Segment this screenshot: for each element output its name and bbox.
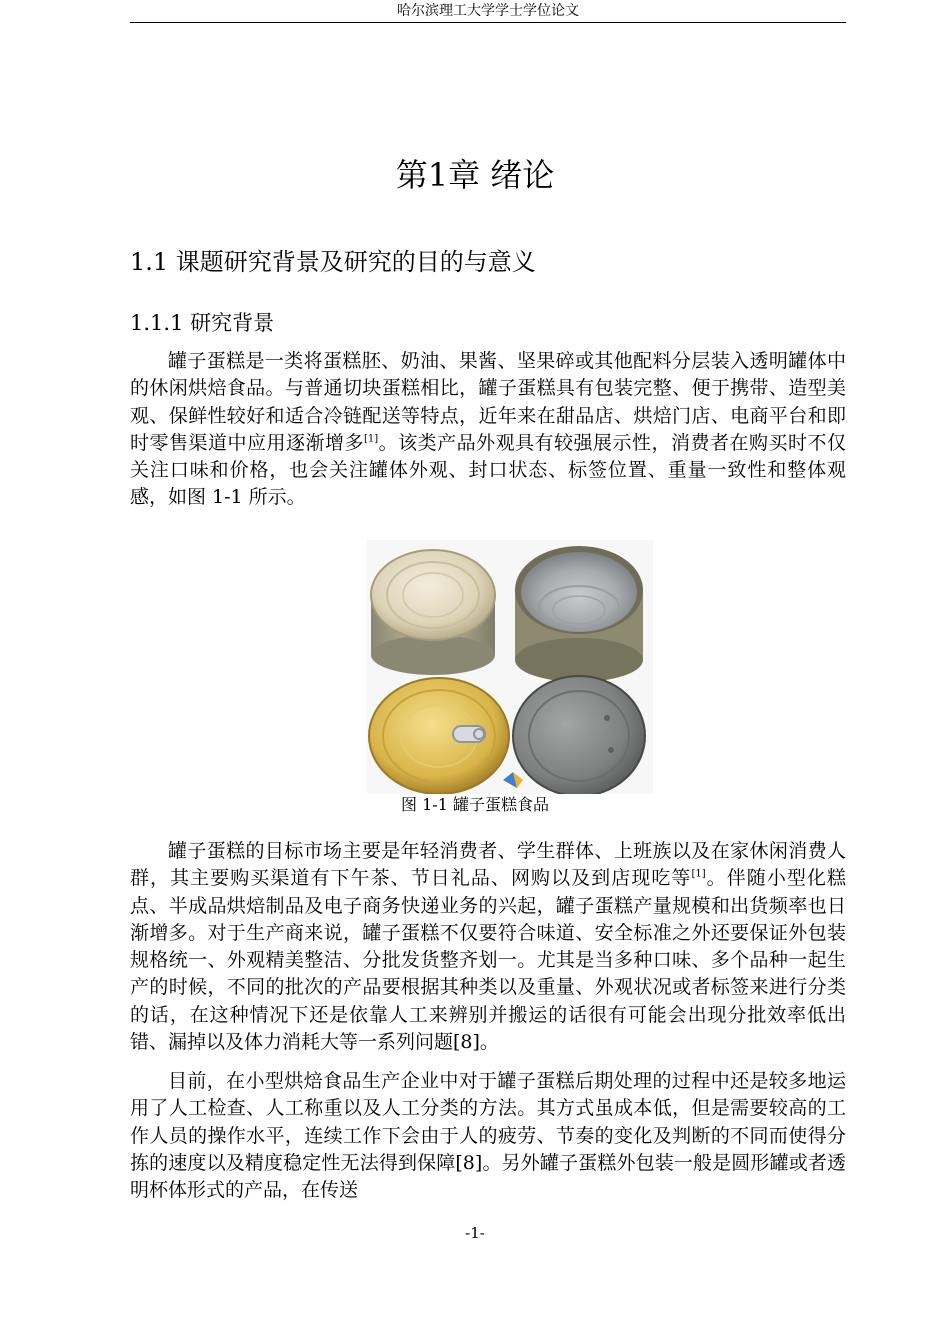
paragraph-1-text-b: 。该类产品外观具有较强展示性，消费者在购买时不仅关注口味和价格，也会关注罐体外观、封口状态、标签位置、重量一致性和整体观感，如图 1-1 所示。 (130, 431, 846, 509)
figure-caption: 图 1-1 罐子蛋糕食品 (401, 795, 549, 814)
paragraph-1 (130, 348, 846, 512)
subsection-heading: 1.1.1 研究背景 (130, 311, 275, 335)
paragraph-1-text-a: 罐子蛋糕是一类将蛋糕胚、奶油、果酱、坚果碎或其他配料分层装入透明罐体中的休闲烘焙食品。与普通切块蛋糕相比，罐子蛋糕具有包装完整、便于携带、造型美观、保鲜性较好和适合冷链配送等特点，近年来在甜品店、烘焙门店、电商平台和即时零售渠道中应用逐渐增多 (130, 350, 846, 454)
section-heading: 1.1 课题研究背景及研究的目的与意义 (130, 248, 536, 276)
figure-cake-cans-image (367, 540, 653, 794)
paragraph-3: 目前，在小型烘焙食品生产企业中对于罐子蛋糕后期处理的过程中还是较多地运用了人工检查、人工称重以及人工分类的方法。其方式虽成本低，但是需要较高的工作人员的操作水平，连续工作下会由于人的疲劳、节奏的变化及判断的不同而使得分拣的速度以及精度稳定性无法得到保障[8]。另外罐子蛋糕外包装一般是圆形罐或者透明杯体形式的产品，在传送 (130, 1070, 846, 1202)
paragraph-2-text-a: 罐子蛋糕的目标市场主要是年轻消费者、学生群体、上班族以及在家休闲消费人群，其主要购买渠道有下午茶、节日礼品、网购以及到店现吃等 (130, 840, 846, 890)
paragraph-2 (130, 838, 846, 1056)
running-header: 哈尔滨理工大学学士学位论文 (130, 0, 846, 23)
page-number: -1- (465, 1224, 485, 1242)
paragraph-2-text-b: 。伴随小型化糕点、半成品烘焙制品及电子商务快递业务的兴起，罐子蛋糕产量规模和出货频率也日渐增多。对于生产商来说，罐子蛋糕不仅要符合味道、安全标准之外还要保证外包装规格统一、外观精美整洁、分批发货整齐划一。尤其是当多种口味、多个品种一起生产的时候，不同的批次的产品要根据其种类以及重量、外观状况或者标签来进行分类的话，在这种情况下还是依靠人工来辨别并搬运的话很有可能会出现分批效率低出错、漏掉以及体力消耗大等一系列问题[8]。 (130, 867, 846, 1054)
citation-1: [1] (363, 433, 379, 445)
chapter-title: 第1章 绪论 (395, 156, 555, 194)
citation-2: [1] (691, 868, 706, 880)
